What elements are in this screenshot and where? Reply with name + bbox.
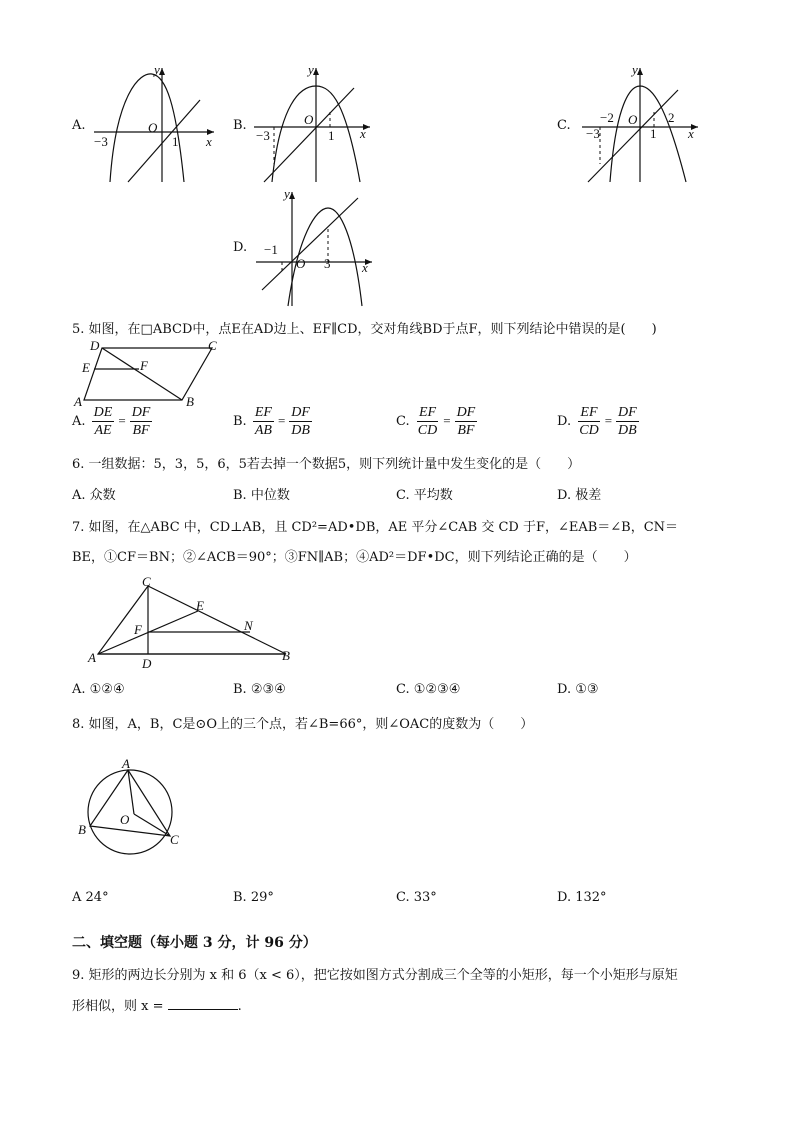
q4-a-y-label: y <box>154 62 160 77</box>
q4-a-neg: −3 <box>94 134 108 149</box>
q4-b-pos: 1 <box>328 128 335 143</box>
q9-line2-text: 形相似，则 x = <box>72 999 164 1014</box>
q9-line2-end: . <box>237 999 242 1014</box>
q5-option-c-frac2: $\frac{DF}{BF}$ <box>456 405 476 438</box>
q8-option-b[interactable]: B. 29° <box>233 890 274 905</box>
q5-option-b[interactable] <box>233 404 314 439</box>
q5-label-a: A <box>74 394 82 409</box>
q7-label-d: D <box>142 656 152 671</box>
equals-sign: = <box>277 413 286 428</box>
q6-stem: 6. 一组数据：5，3，5，6，5若去掉一个数据5，则下列统计量中发生变化的是（ ） <box>72 457 581 472</box>
q8-label-c: C <box>170 832 179 847</box>
q4-c-neg2: −2 <box>600 110 614 125</box>
q4-b-x-label: x <box>360 126 366 141</box>
q5-label-c: C <box>208 338 217 353</box>
q5-option-b-frac2: $\frac{DF}{DB}$ <box>291 405 310 438</box>
q5-option-a[interactable] <box>72 404 154 439</box>
q5-option-d-label: D. <box>557 414 572 429</box>
q5-option-c[interactable] <box>396 404 479 439</box>
q7-label-e: E <box>196 598 204 613</box>
q8-option-d[interactable]: D. 132° <box>557 890 607 905</box>
q5-option-d-frac2: $\frac{DF}{DB}$ <box>618 405 637 438</box>
q4-a-pos: 1 <box>172 134 179 149</box>
q7-figure <box>86 574 298 670</box>
q9-answer-blank[interactable] <box>168 997 238 1010</box>
q7-stem-line1: 7. 如图，在△ABC 中，CD⊥AB，且 CD²=AD•DB，AE 平分∠CAB 交 CD 于F，∠EAB＝∠B，CN＝ <box>72 520 679 535</box>
q5-option-a-frac1: $\frac{DE}{AE}$ <box>93 405 113 438</box>
q8-option-a[interactable]: A 24° <box>72 890 109 905</box>
equals-sign: = <box>118 413 126 428</box>
q5-option-b-frac1: $\frac{EF}{AB}$ <box>254 405 272 438</box>
q7-stem-line2: BE，①CF＝BN；②∠ACB＝90°；③FN∥AB；④AD²＝DF•DC，则下列结论正确的是（ ） <box>72 550 637 565</box>
q5-option-c-label: C. <box>396 414 410 429</box>
q5-figure <box>72 338 232 408</box>
q4-option-c-graph <box>578 64 708 186</box>
q5-option-b-label: B. <box>233 414 247 429</box>
q7-option-b[interactable]: B. ②③④ <box>233 682 286 697</box>
q5-option-a-frac2: $\frac{DF}{BF}$ <box>131 405 151 438</box>
q4-c-neg: −3 <box>586 126 600 141</box>
q4-c-pos: 1 <box>650 126 657 141</box>
q8-label-b: B <box>78 822 86 837</box>
q5-option-c-frac1: $\frac{EF}{CD}$ <box>417 405 438 438</box>
q4-d-x-label: x <box>362 260 368 275</box>
q5-label-e: E <box>82 360 90 375</box>
q9-line2 <box>72 995 242 1014</box>
q4-option-a-graph <box>88 64 218 186</box>
q4-option-d-graph <box>254 186 384 308</box>
q7-label-a: A <box>88 650 96 665</box>
q4-c-y-label: y <box>632 62 638 77</box>
q8-stem: 8. 如图，A，B，C是⊙O上的三个点，若∠B=66°，则∠OAC的度数为（ ） <box>72 717 534 732</box>
q4-d-neg: −1 <box>264 242 278 257</box>
q4-d-origin: O <box>296 256 306 271</box>
q7-option-a[interactable]: A. ①②④ <box>72 682 125 697</box>
q4-option-b-label[interactable]: B. <box>233 118 247 133</box>
q4-b-y-label: y <box>308 62 314 77</box>
q7-option-d[interactable]: D. ①③ <box>557 682 599 697</box>
q6-option-a[interactable]: A. 众数 <box>72 488 116 503</box>
q7-label-c: C <box>142 574 151 589</box>
q4-b-neg: −3 <box>256 128 270 143</box>
q4-d-pos: 3 <box>324 256 331 271</box>
q8-label-a: A <box>122 756 130 771</box>
q7-label-b: B <box>282 648 290 663</box>
q5-option-d-frac1: $\frac{EF}{CD}$ <box>579 405 599 438</box>
q7-option-c[interactable]: C. ①②③④ <box>396 682 461 697</box>
section-title: 二、填空题（每小题 3 分，计 96 分） <box>72 935 317 951</box>
q6-option-d[interactable]: D. 极差 <box>557 488 602 503</box>
q5-label-d: D <box>90 338 100 353</box>
q4-a-x-label: x <box>206 134 212 149</box>
q4-c-origin: O <box>628 112 638 127</box>
equals-sign: = <box>604 413 613 428</box>
q4-d-y-label: y <box>284 186 290 201</box>
q4-option-b-graph <box>250 64 380 186</box>
q5-label-f: F <box>140 358 148 373</box>
q4-option-d-label[interactable]: D. <box>233 240 248 255</box>
equals-sign: = <box>443 413 451 428</box>
q8-figure <box>78 752 188 862</box>
q5-label-b: B <box>186 394 194 409</box>
q6-option-c[interactable]: C. 平均数 <box>396 488 453 503</box>
q5-option-a-label: A. <box>72 414 86 429</box>
q8-option-c[interactable]: C. 33° <box>396 890 437 905</box>
q5-option-d[interactable] <box>557 404 641 439</box>
q4-option-a-label[interactable]: A. <box>72 118 86 133</box>
q4-a-origin: O <box>148 120 158 135</box>
q4-option-c-label[interactable]: C. <box>557 118 571 133</box>
q7-label-f: F <box>134 622 142 637</box>
q4-c-x-label: x <box>688 126 694 141</box>
q7-label-n: N <box>244 618 253 633</box>
q4-c-pos2: 2 <box>668 110 675 125</box>
q6-option-b[interactable]: B. 中位数 <box>233 488 290 503</box>
q8-label-o: O <box>120 812 130 827</box>
q5-stem: 5. 如图，在□ABCD中，点E在AD边上、EF∥CD，交对角线BD于点F，则下列结论中错误的是( ) <box>72 322 657 337</box>
q9-line1: 9. 矩形的两边长分别为 x 和 6（x < 6），把它按如图方式分割成三个全等的小矩形，每一个小矩形与原矩 <box>72 968 678 983</box>
q4-b-origin: O <box>304 112 314 127</box>
